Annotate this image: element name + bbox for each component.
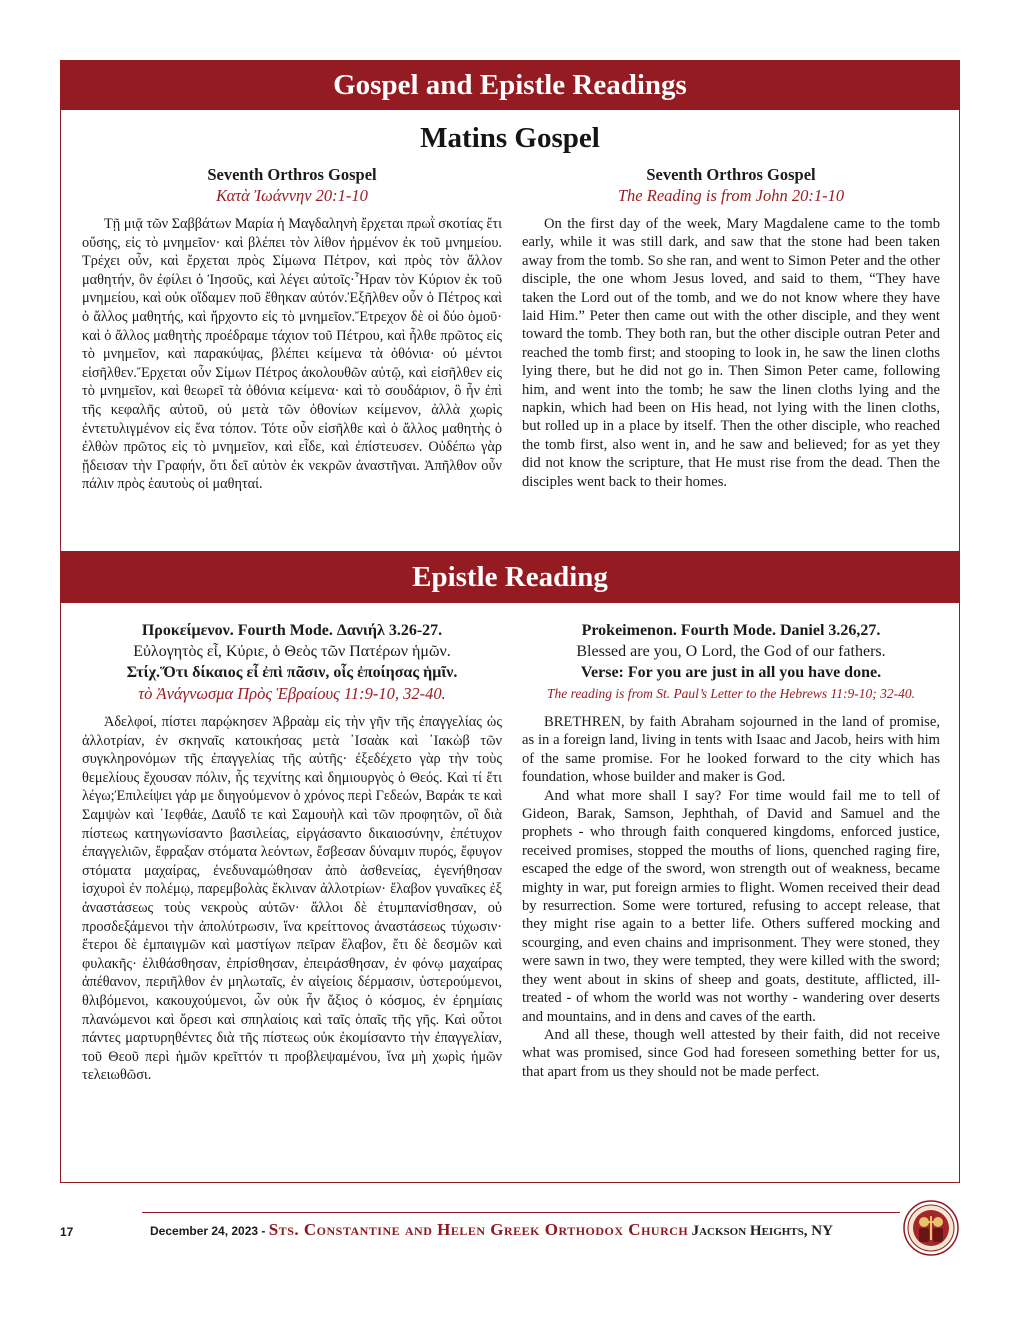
epistle-banner: Epistle Reading xyxy=(60,551,960,603)
footer-rule xyxy=(142,1212,900,1213)
footer-city: Jackson Heights, NY xyxy=(691,1223,833,1239)
epistle-english-paragraph: And all these, though well attested by their faith, did not receive what was promised, since God had foreseen something better for us, that apart from us they should not be made perfect. xyxy=(522,1026,940,1080)
epistle-english-paragraph: BRETHREN, by faith Abraham sojourned in the land of promise, as in a foreign land, living in tents with Isaac and Jacob, heirs with him of the same promise. For he looked forward to the city which has foundation, whose builder and maker is God. xyxy=(522,714,940,786)
footer-date: December 24, 2023 - xyxy=(150,1224,266,1238)
epistle-english-paragraph: And what more shall I say? For time would fail me to tell of Gideon, Barak, Samson, Jephthah, of David and Samuel and the prophets - who through faith conquered kingdoms, enforced justice, received promises, stopped the mouths of lions, quenched raging fire, escaped the edge of the sword, won strength out of weakness, became mighty in war, put foreign armies to flight. Women received their dead by resurrection. Some were tortured, refusing to accept release, that they might rise again to a better life. Others suffered mocking and scourging, and even chains and imprisonment. They were stoned, they were sawn in two, they were tempted, they were killed with the sword; they went about in skins of sheep and goats, destitute, afflicted, ill-treated - of whom the world was not worthy - wandering over deserts and mountains, and in dens and caves of the earth. xyxy=(522,787,940,1025)
footer-church-name: Sts. Constantine and Helen Greek Orthodox Church xyxy=(268,1220,689,1239)
gospel-greek-text xyxy=(82,215,502,494)
epistle-greek-column xyxy=(82,620,502,1085)
gospel-english-column xyxy=(522,164,940,491)
epistle-greek-line1: Εὐλογητὸς εἶ, Κύριε, ὁ Θεὸς τῶν Πατέρων ἡμῶν. xyxy=(133,643,451,660)
page-number: 17 xyxy=(60,1225,74,1239)
gospel-greek-paragraph: Τῇ μιᾷ τῶν Σαββάτων Μαρία ἡ Μαγδαληνὴ ἔρχεται πρωῒ σκοτίας ἔτι οὔσης, εἰς τὸ μνημεῖον· καὶ βλέπει τὸν λίθον ἠρμένον ἐκ τοῦ μνημείου. Τρέχει οὖν, καὶ ἔρχεται πρὸς Σίμωνα Πέτρον, καὶ πρὸς τὸν ἄλλον μαθητήν, ὃν ἐφίλει ὁ Ἰησοῦς, καὶ λέγει αὐτοῖς·Ἦραν τὸν Κύριον ἐκ τοῦ μνημείου, καὶ οὐκ οἴδαμεν ποῦ ἔθηκαν αὐτόν.Ἐξῆλθεν οὖν ὁ Πέτρος καὶ ὁ ἄλλος μαθητής, καὶ ἤρχοντο εἰς τὸ μνημεῖον.Ἔτρεχον δὲ οἱ δύο ὁμοῦ· καὶ ὁ ἄλλος μαθητὴς προέδραμε τάχιον τοῦ Πέτρου, καὶ ἦλθε πρῶτος εἰς τὸ μνημεῖον, καὶ παρακύψας, βλέπει κείμενα τὰ ὀθόνια· οὐ μέντοι εἰσῆλθεν.Ἔρχεται οὖν Σίμων Πέτρος ἀκολουθῶν αὐτῷ, καὶ εἰσῆλθεν εἰς τὸ μνημεῖον, καὶ θεωρεῖ τὰ ὀθόνια κείμενα· καὶ τὸ σουδάριον, ὃ ἦν ἐπὶ τῆς κεφαλῆς αὐτοῦ, οὐ μετὰ τῶν ὀθονίων κείμενον, ἀλλὰ χωρὶς ἐντετυλιγμένον εἰς ἕνα τόπον. Τότε οὖν εἰσῆλθε καὶ ὁ ἄλλος μαθητὴς ὁ ἐλθὼν πρῶτος εἰς τὸ μνημεῖον, καὶ εἶδε, καὶ ἐπίστευσεν. Οὐδέπω γὰρ ᾔδεισαν τὴν Γραφήν, ὅτι δεῖ αὐτὸν ἐκ νεκρῶν ἀναστῆναι. Ἀπῆλθον οὖν πάλιν πρὸς ἑαυτοὺς οἱ μαθηταί. xyxy=(82,216,502,493)
gospel-banner: Gospel and Epistle Readings xyxy=(60,60,960,110)
epistle-english-prokeimenon: Prokeimenon. Fourth Mode. Daniel 3.26,27. xyxy=(581,622,881,639)
epistle-greek-text xyxy=(82,713,502,1085)
epistle-greek-verse: Στίχ.Ὅτι δίκαιος εἶ ἐπὶ πᾶσιν, οἷς ἐποίησας ἡμῖν. xyxy=(126,664,458,681)
epistle-english-verse: Verse: For you are just in all you have done. xyxy=(580,664,882,681)
epistle-greek-citation: τὸ Ἀνάγνωσμα Πρὸς Ἑβραίους 11:9-10, 32-40. xyxy=(138,684,446,703)
gospel-greek-heading: Seventh Orthros Gospel xyxy=(207,165,377,184)
epistle-greek-paragraph: Ἀδελφοί, πίστει παρῴκησεν Ἀβραὰμ εἰς τὴν γῆν τῆς ἐπαγγελίας ὡς ἀλλοτρίαν, ἐν σκηναῖς κατοικήσας μετὰ ᾿Ισαὰκ καὶ ᾿Ιακὼβ τῶν συγκληρονόμων τῆς ἐπαγγελίας τῆς αὐτῆς· ἐξεδέχετο γὰρ τὴν τοὺς θεμελίους ἔχουσαν πόλιν, ἧς τεχνίτης καὶ δημιουργὸς ὁ Θεός. Καὶ τί ἔτι λέγω;Ἐπιλείψει γάρ με διηγούμενον ὁ χρόνος περὶ Γεδεών, Βαράκ τε καὶ Σαμψὼν καὶ ᾿Ιεφθάε, Δαυΐδ τε καὶ Σαμουὴλ καὶ τῶν προφητῶν, οἳ διὰ πίστεως κατηγωνίσαντο βασιλείας, εἰργάσαντο δικαιοσύνην, ἐπέτυχον ἐπαγγελιῶν, ἔφραξαν στόματα λεόντων, ἔσβεσαν δύναμιν πυρός, ἔφυγον στόματα μαχαίρας, ἐνεδυναμώθησαν ἀπὸ ἀσθενείας, ἐγενήθησαν ἰσχυροὶ ἐν πολέμῳ, παρεμβολὰς ἔκλιναν ἀλλοτρίων· ἔλαβον γυναῖκες ἐξ ἀναστάσεως τοὺς νεκροὺς αὐτῶν· ἄλλοι δὲ ἐτυμπανίσθησαν, οὐ προσδεξάμενοι τὴν ἀπολύτρωσιν, ἵνα κρείττονος ἀναστάσεως τύχωσιν· ἕτεροι δὲ ἐμπαιγμῶν καὶ μαστίγων πεῖραν ἔλαβον, ἔτι δὲ δεσμῶν καὶ φυλακῆς· ἐλιθάσθησαν, ἐπρίσθησαν, ἐπειράσθησαν, ἐν φόνῳ μαχαίρας ἀπέθανον, περιῆλθον ἐν μηλωταῖς, ἐν αἰγείοις δέρμασιν, ὑστερούμενοι, θλιβόμενοι, κακουχούμενοι, ὧν οὐκ ἦν ἄξιος ὁ κόσμος, ἐν ἐρημίαις πλανώμενοι καὶ ὄρεσι καὶ σπηλαίοις καὶ ταῖς ὀπαῖς τῆς γῆς. Καὶ οὗτοι πάντες μαρτυρηθέντες διὰ τῆς πίστεως οὐκ ἐκομίσαντο τὴν ἐπαγγελίαν, τοῦ Θεοῦ περὶ ἡμῶν κρεῖττόν τι προβλεψαμένου, ἵνα μὴ χωρὶς ἡμῶν τελειωθῶσι. xyxy=(82,714,502,1084)
gospel-greek-column xyxy=(82,164,502,494)
gospel-english-text xyxy=(522,215,940,491)
gospel-greek-citation: Κατὰ Ἰωάννην 20:1-10 xyxy=(216,186,368,205)
epistle-english-column xyxy=(522,620,940,1081)
epistle-english-line1: Blessed are you, O Lord, the God of our fathers. xyxy=(576,643,886,660)
epistle-english-citation: The reading is from St. Paul’s Letter to the Hebrews 11:9-10; 32-40. xyxy=(546,686,916,701)
epistle-greek-prokeimenon: Προκείμενον. Fourth Mode. Δανιήλ 3.26-27. xyxy=(141,622,443,639)
church-seal-icon xyxy=(903,1200,959,1256)
epistle-english-text xyxy=(522,713,940,1081)
gospel-english-heading: Seventh Orthros Gospel xyxy=(646,165,816,184)
matins-title: Matins Gospel xyxy=(420,122,600,154)
gospel-english-citation: The Reading is from John 20:1-10 xyxy=(617,186,845,205)
footer-text xyxy=(150,1220,833,1240)
gospel-english-paragraph: On the first day of the week, Mary Magdalene came to the tomb early, while it was still dark, and saw that the stone had been taken away from the tomb. So she ran, and went to Simon Peter and the other disciple, the one whom Jesus loved, and said to them, “They have taken the Lord out of the tomb, and we do not know where they have laid Him.” Peter then came out with the other disciple, and they went toward the tomb. They both ran, but the other disciple outran Peter and reached the tomb first; and stooping to look in, he saw the linen cloths lying there, but he did not go in. Then Simon Peter came, following him, and went into the tomb; he saw the linen cloths lying and the napkin, which had been on His head, not lying with the linen cloths, but rolled up in a place by itself. Then the other disciple, who reached the tomb first, also went in, and he saw and believed; for as yet they did not know the scripture, that He must rise from the dead. Then the disciples went back to their homes. xyxy=(522,216,940,490)
